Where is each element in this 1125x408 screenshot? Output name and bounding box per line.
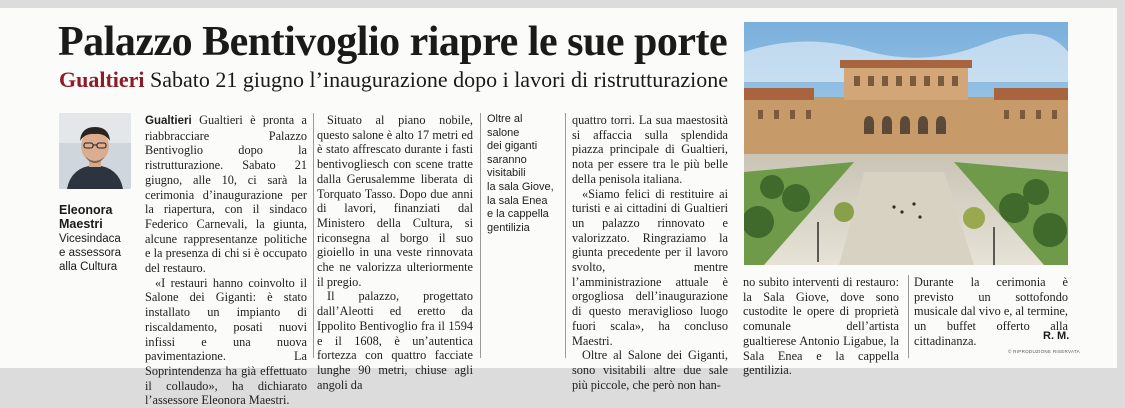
paragraph-text: Gualtieri è pronta a riabbracciare Palazzo Bentivoglio dopo la ristrutturazione. Sabato 21 giugno, alle 10, ci sarà la cerimonia d’inaugurazione per la riapertura, con il sindaco Federico Carnevali, la giunta, alcune rappresentanze politiche e la presenza di chi si è occupato del restauro. xyxy=(145,113,307,276)
sidebar-line: gentilizia xyxy=(487,221,530,234)
sidebar-line: dei giganti xyxy=(487,140,538,153)
subhead-text: Sabato 21 giugno l’inaugurazione dopo i lavori di ristrutturazione xyxy=(150,67,729,92)
article-paragraph: Situato al piano nobile, questo salone è alto 17 metri ed è stato affrescato durante i fasti bentivogliesch con scene tratte dalla Gerusalemme liberata di Torquato Tasso. Dopo due anni di lavori, finanziati dal Ministero della Cultura, si riconsegna al borgo il suo gioiello in una veste rinnovata che ne valorizza ulteriormente il pregio. xyxy=(317,113,473,289)
author-byline xyxy=(59,203,134,274)
signature: R. M. xyxy=(1043,330,1070,342)
article-column-4 xyxy=(743,275,899,378)
article-paragraph: Il palazzo, progettato dall’Aleotti ed eretto da Ippolito Bentivoglio fra il 1594 e il 1608, è un’autentica fortezza con quattro facciate lunghe 90 metri, chiuse agli angoli da xyxy=(317,289,473,392)
sidebar-line: saranno xyxy=(487,153,527,166)
article-paragraph: Durante la cerimonia è previsto un sottofondo musicale dal vivo e, al termine, un buffet offerto alla cittadinanza. xyxy=(914,275,1068,348)
article-paragraph: no subito interventi di restauro: la Sala Giove, dove sono custodite le opere di proprietà comunale dell’artista gualtierese Antonio Ligabue, la Sala Enea e la cappella gentilizia. xyxy=(743,275,899,378)
article-column-2 xyxy=(317,113,473,392)
article-paragraph: quattro torri. La sua maestosità si affaccia sulla splendida piazza principale di Gualtieri, nota per essere tra le più belle della penisola italiana. xyxy=(572,113,728,186)
column-divider xyxy=(313,113,314,358)
palace-photo xyxy=(744,22,1068,265)
article-paragraph: «Siamo felici di restituire ai turisti e ai cittadini di Gualtieri un palazzo rinnovato e valorizzato. Ringraziamo la giunta precedente per il lavoro svolto, mentre l’amministrazione attuale è orgogliosa dell’inaugurazione di questo meraviglioso luogo fuori scala», ha concluso Maestri. xyxy=(572,186,728,348)
subhead-place: Gualtieri xyxy=(59,67,145,92)
headline: Palazzo Bentivoglio riapre le sue porte xyxy=(58,19,728,65)
author-role: Vicesindaca e assessora alla Cultura xyxy=(59,233,122,273)
sidebar-line: la sala Giove, xyxy=(487,180,554,193)
column-divider xyxy=(480,113,481,358)
copyright-note: © RIPRODUZIONE RISERVATA xyxy=(1008,349,1080,354)
article-column-1 xyxy=(145,113,307,408)
sidebar-line: Oltre al salone xyxy=(487,113,523,139)
paragraph-text: «I restauri hanno coinvolto il Salone dei Giganti: è stato installato un impianto di riscaldamento, posati nuovi infissi e una nuova pavimentazione. La Soprintendenza ha già effettuato il collaudo», ha dichiarato l’assessore Eleonora Maestri. xyxy=(145,275,307,408)
sidebar-line: la sala Enea xyxy=(487,194,548,207)
author-name: Eleonora Maestri xyxy=(59,203,113,231)
sidebar-line: e la cappella xyxy=(487,208,549,221)
sidebar-box xyxy=(487,113,557,235)
dateline: Gualtieri xyxy=(145,115,200,127)
subheadline xyxy=(59,66,728,94)
article-column-3 xyxy=(572,113,728,392)
author-photo xyxy=(59,113,131,189)
article-paragraph xyxy=(145,113,307,276)
column-divider xyxy=(565,113,566,358)
article-paragraph xyxy=(145,276,307,408)
article-paragraph: Oltre al Salone dei Giganti, sono visitabili altre due sale più piccole, che però non han- xyxy=(572,348,728,392)
sidebar-line: visitabili xyxy=(487,167,526,180)
column-divider xyxy=(908,275,909,358)
